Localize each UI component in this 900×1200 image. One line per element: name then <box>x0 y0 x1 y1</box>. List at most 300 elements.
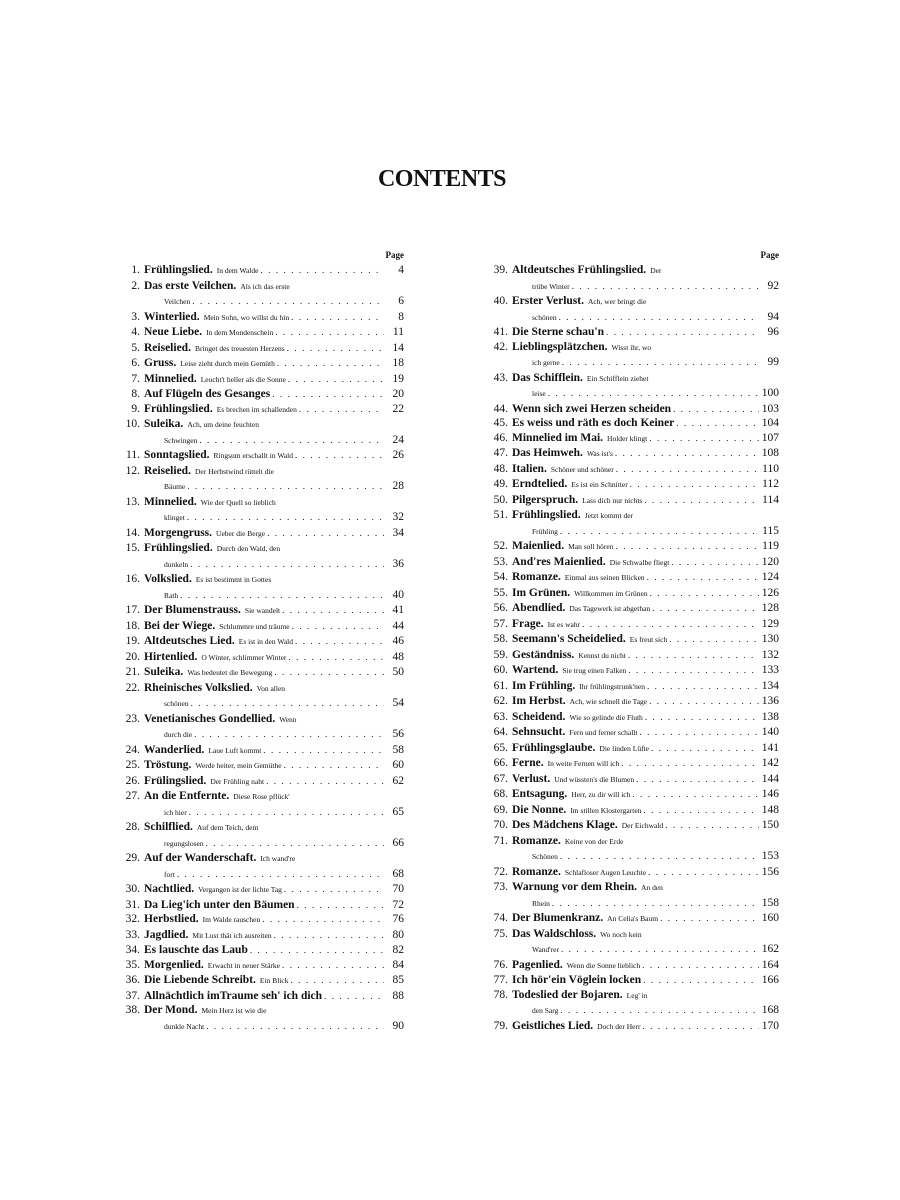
first-line: Diese Rose pflück' <box>233 792 290 801</box>
page-number: 8 <box>398 310 404 323</box>
entry-number: 12. <box>125 464 140 477</box>
first-line-continued: regungslosen <box>164 838 204 848</box>
entry-number: 65. <box>493 741 508 754</box>
toc-entry[interactable] <box>118 263 404 279</box>
toc-entry[interactable] <box>118 356 404 372</box>
entry-body <box>512 1019 779 1035</box>
page-number: 99 <box>767 356 779 368</box>
page-title: CONTENTS <box>377 166 507 192</box>
entry-line <box>512 508 779 524</box>
page-number: 136 <box>761 695 779 707</box>
toc-entry[interactable] <box>118 743 404 759</box>
song-title: Nachtlied. <box>144 883 195 895</box>
page-number: 82 <box>392 944 404 956</box>
song-title: Maienlied. <box>512 540 565 552</box>
entry-body <box>512 263 779 294</box>
page-number: 56 <box>392 728 404 740</box>
page-number: 28 <box>392 480 404 492</box>
page-number: 26 <box>392 449 404 461</box>
entry-line <box>144 325 404 341</box>
dot-leader <box>262 912 384 927</box>
entry-body <box>512 756 779 772</box>
first-line-continued: Wand'rer <box>532 945 559 954</box>
toc-entry[interactable] <box>486 446 779 462</box>
toc-entry[interactable] <box>486 725 779 741</box>
dot-leader <box>643 973 759 988</box>
song-title: Frühlingsglaube. <box>512 741 596 754</box>
entry-body <box>144 387 404 402</box>
toc-entry[interactable] <box>118 665 404 681</box>
toc-entry[interactable] <box>118 789 404 820</box>
first-line: Von allen <box>256 683 286 693</box>
dot-leader <box>177 867 384 882</box>
entry-number: 25. <box>125 759 140 771</box>
toc-entry[interactable] <box>118 820 404 851</box>
toc-entry[interactable] <box>486 772 779 788</box>
entry-number: 53. <box>493 555 508 568</box>
entry-number: 46. <box>493 431 508 444</box>
page-number: 62 <box>392 774 404 787</box>
first-line: Ringsum erschallt in Wald <box>213 451 293 460</box>
page-number: 4 <box>398 264 404 276</box>
toc-entry[interactable] <box>118 650 404 666</box>
toc-entry[interactable] <box>486 679 779 695</box>
page-number: 104 <box>761 417 779 429</box>
entry-body <box>144 341 404 357</box>
first-line: Erwacht in neuer Stärke <box>207 960 280 970</box>
page-number: 11 <box>392 326 404 338</box>
page-number: 146 <box>761 788 779 800</box>
first-line-continued: fort <box>164 869 175 879</box>
song-title: Wenn sich zwei Herzen scheiden <box>512 402 672 415</box>
first-line: Ist es wahr <box>547 619 581 629</box>
page-number: 168 <box>761 1004 779 1016</box>
song-title: Erndtelied. <box>512 478 568 490</box>
song-title: Romanze. <box>512 834 561 847</box>
dot-leader <box>669 632 759 647</box>
page-number: 76 <box>392 913 404 925</box>
toc-entry[interactable] <box>118 681 404 712</box>
entry-line <box>144 263 404 279</box>
entry-number: 37. <box>125 989 140 1002</box>
toc-entry[interactable] <box>486 741 779 757</box>
page-number: 6 <box>398 295 404 307</box>
toc-entry[interactable] <box>118 943 404 958</box>
contents-column-right <box>486 248 779 1034</box>
song-title: Die Liebende Schreibt. <box>144 974 256 986</box>
entry-number: 74. <box>493 912 508 924</box>
toc-entry[interactable] <box>486 601 779 617</box>
dot-leader <box>561 942 759 957</box>
entry-body <box>512 648 779 664</box>
entry-body <box>144 634 404 650</box>
page-number: 84 <box>392 958 404 971</box>
toc-entry[interactable] <box>118 387 404 402</box>
first-line: Die linden Lüfte <box>599 743 649 753</box>
entry-body <box>144 325 404 341</box>
entry-line <box>144 882 404 898</box>
toc-entry[interactable] <box>118 912 404 928</box>
song-title: Frühlingslied. <box>144 542 213 554</box>
page-number: 126 <box>761 586 779 599</box>
entry-body <box>512 508 779 539</box>
entry-number: 63. <box>493 710 508 723</box>
entry-line <box>144 650 404 666</box>
first-line: Leg' in <box>626 990 648 1000</box>
dot-leader <box>548 386 759 401</box>
page-number: 14 <box>392 341 404 354</box>
toc-entry[interactable] <box>118 603 404 619</box>
toc-entry[interactable] <box>118 402 404 418</box>
toc-entry[interactable] <box>486 586 779 602</box>
entry-body <box>512 555 779 571</box>
entry-body <box>144 712 404 743</box>
page-number: 114 <box>762 493 779 506</box>
song-title: Des Mädchens Klage. <box>512 819 618 831</box>
toc-entry[interactable] <box>486 973 779 988</box>
dot-leader <box>324 989 384 1004</box>
toc-entry[interactable] <box>118 341 404 357</box>
toc-entry[interactable] <box>486 431 779 447</box>
toc-entry[interactable] <box>486 1019 779 1035</box>
toc-entry[interactable] <box>118 279 404 310</box>
entry-number: 43. <box>493 371 508 384</box>
toc-entry[interactable] <box>486 648 779 664</box>
first-line: Ich wand're <box>260 854 296 863</box>
entry-line <box>144 541 404 557</box>
toc-entry[interactable] <box>118 495 404 526</box>
entry-line <box>144 372 404 388</box>
toc-entry[interactable] <box>118 417 404 448</box>
toc-entry[interactable] <box>486 340 779 371</box>
page-number: 141 <box>761 741 779 754</box>
entry-number: 45. <box>493 417 508 429</box>
page-number: 110 <box>762 462 779 475</box>
entry-body <box>512 911 779 927</box>
entry-number: 47. <box>493 447 508 459</box>
entry-line-continued <box>512 279 779 295</box>
toc-entry[interactable] <box>118 928 404 944</box>
toc-entry[interactable] <box>486 911 779 927</box>
entry-body <box>512 694 779 710</box>
toc-entry[interactable] <box>486 462 779 478</box>
entry-body <box>144 912 404 928</box>
dot-leader <box>295 634 384 649</box>
dot-leader <box>628 663 759 678</box>
first-line: Der Herbstwind rüttelt die <box>194 466 274 476</box>
song-title: Suleika. <box>144 418 184 430</box>
first-line-continued: Veilchen <box>164 297 191 306</box>
page-number: 90 <box>392 1019 404 1032</box>
toc-entry[interactable] <box>486 539 779 555</box>
entry-body <box>144 665 404 681</box>
entry-number: 75. <box>493 927 508 940</box>
toc-entry[interactable] <box>118 882 404 898</box>
toc-entry[interactable] <box>118 973 404 989</box>
page-number: 92 <box>767 279 779 292</box>
page-number: 32 <box>392 511 404 523</box>
first-line: Leise zieht durch mein Gemüth <box>180 359 275 368</box>
dot-leader <box>189 805 384 820</box>
entry-body <box>144 650 404 666</box>
entry-line <box>512 756 779 772</box>
entry-line <box>512 431 779 447</box>
entry-line <box>512 988 779 1004</box>
first-line: Doch der Herr <box>597 1021 641 1031</box>
entry-number: 57. <box>493 617 508 630</box>
entry-body <box>512 493 779 509</box>
toc-entry[interactable] <box>486 402 779 417</box>
first-line: Es brechen im schallenden <box>216 404 297 414</box>
toc-entry[interactable] <box>118 325 404 341</box>
song-title: Ferne. <box>512 757 544 769</box>
page-number: 18 <box>392 357 404 369</box>
song-title: Verlust. <box>512 772 551 785</box>
entry-body <box>144 279 404 310</box>
page-number: 36 <box>392 557 404 570</box>
toc-entry[interactable] <box>486 294 779 325</box>
entry-number: 67. <box>493 772 508 785</box>
entry-body <box>144 619 404 635</box>
first-line: Ach, um deine feuchten <box>187 420 259 429</box>
entry-number: 15. <box>125 542 140 554</box>
song-title: Morgengruss. <box>144 526 213 539</box>
entry-line <box>512 958 779 974</box>
first-line: Ach, wie schnell die Tage <box>569 697 648 706</box>
first-line: Werde heiter, mein Gemüthe <box>195 761 282 770</box>
toc-entry[interactable] <box>118 989 404 1004</box>
dot-leader <box>287 341 384 356</box>
toc-entry[interactable] <box>486 818 779 834</box>
toc-entry[interactable] <box>118 464 404 495</box>
entry-number: 24. <box>125 743 140 756</box>
entry-body <box>512 294 779 325</box>
toc-entry[interactable] <box>486 787 779 803</box>
entry-number: 27. <box>125 790 140 802</box>
toc-entry[interactable] <box>486 325 779 340</box>
entry-number: 68. <box>493 788 508 800</box>
page-number: 24 <box>392 433 404 446</box>
page-number: 107 <box>761 431 779 444</box>
page-number: 153 <box>761 850 779 862</box>
song-title: Pagenlied. <box>512 958 563 971</box>
toc-entry[interactable] <box>118 851 404 882</box>
toc-entry[interactable] <box>486 663 779 679</box>
entry-number: 60. <box>493 664 508 676</box>
page-number: 108 <box>761 447 779 459</box>
first-line: Man soll hören <box>568 542 614 551</box>
toc-entry[interactable] <box>118 958 404 974</box>
toc-entry[interactable] <box>486 803 779 819</box>
entry-body <box>512 586 779 602</box>
entry-number: 16. <box>125 573 140 585</box>
entry-line <box>144 989 404 1004</box>
toc-entry[interactable] <box>118 758 404 774</box>
entry-number: 38. <box>125 1004 140 1016</box>
entry-number: 9. <box>131 402 140 415</box>
toc-entry[interactable] <box>118 1003 404 1034</box>
entry-line <box>144 387 404 402</box>
dot-leader <box>187 479 384 494</box>
dot-leader <box>671 555 759 570</box>
entry-line-continued <box>512 355 779 371</box>
entry-number: 36. <box>125 974 140 986</box>
entry-number: 10. <box>125 418 140 430</box>
entry-line <box>512 325 779 340</box>
entry-number: 4. <box>131 326 140 338</box>
entry-number: 52. <box>493 540 508 552</box>
entry-number: 58. <box>493 633 508 645</box>
song-title: Im Herbst. <box>512 695 566 707</box>
toc-entry[interactable] <box>486 865 779 881</box>
entry-line-continued <box>144 836 404 852</box>
song-title: Das Waldschloss. <box>512 927 597 940</box>
entry-number: 17. <box>125 604 140 616</box>
dot-leader <box>180 588 384 603</box>
toc-entry[interactable] <box>118 310 404 326</box>
song-title: Das Schifflein. <box>512 371 583 384</box>
toc-entry[interactable] <box>486 632 779 648</box>
toc-entry[interactable] <box>486 927 779 958</box>
entry-line <box>512 1019 779 1035</box>
entry-number: 49. <box>493 478 508 490</box>
entry-line-continued <box>144 294 404 310</box>
entry-number: 29. <box>125 852 140 864</box>
dot-leader <box>552 896 759 911</box>
dot-leader <box>648 865 759 880</box>
song-title: Gruss. <box>144 357 177 369</box>
first-line-continued: ich hier <box>164 807 187 817</box>
entry-line <box>512 294 779 310</box>
toc-entry[interactable] <box>118 572 404 603</box>
toc-entry[interactable] <box>486 555 779 571</box>
entry-body <box>512 539 779 555</box>
song-title: Reiselied. <box>144 341 191 354</box>
dot-leader <box>260 263 384 278</box>
first-line: Wie der Quell so lieblich <box>200 497 276 507</box>
song-title: Allnächtlich imTraume seh' ich dich <box>144 989 323 1002</box>
entry-body <box>512 446 779 462</box>
entry-line <box>144 572 404 588</box>
entry-line <box>144 417 404 433</box>
toc-entry[interactable] <box>118 372 404 388</box>
entry-number: 79. <box>493 1019 508 1032</box>
entry-number: 61. <box>493 679 508 692</box>
song-title: Das Heimweh. <box>512 447 583 459</box>
entry-body <box>144 882 404 898</box>
toc-entry[interactable] <box>118 448 404 464</box>
toc-entry[interactable] <box>486 508 779 539</box>
song-title: Romanze. <box>512 571 561 583</box>
entry-body <box>144 820 404 851</box>
toc-entry[interactable] <box>118 712 404 743</box>
page-number: 20 <box>392 388 404 400</box>
entry-number: 22. <box>125 681 140 694</box>
toc-entry[interactable] <box>118 526 404 542</box>
first-line: Ihr frühlingstrunk'nen <box>579 681 645 691</box>
first-line: Der <box>650 266 662 275</box>
entry-number: 28. <box>125 821 140 833</box>
entry-line <box>144 851 404 867</box>
entry-body <box>512 462 779 478</box>
toc-entry[interactable] <box>486 617 779 633</box>
entry-line <box>512 555 779 571</box>
entry-line <box>512 263 779 279</box>
dot-leader <box>560 524 759 539</box>
toc-entry[interactable] <box>486 710 779 726</box>
page-number: 164 <box>761 958 779 971</box>
entry-number: 73. <box>493 881 508 893</box>
toc-entry[interactable] <box>486 570 779 586</box>
dot-leader <box>274 928 384 943</box>
song-title: Die Sterne schau'n <box>512 326 604 338</box>
entry-body <box>144 758 404 774</box>
dot-leader <box>266 774 384 789</box>
first-line-continued: klinget <box>164 513 185 522</box>
dot-leader <box>191 696 384 711</box>
entry-line <box>512 446 779 462</box>
toc-entry[interactable] <box>486 694 779 710</box>
entry-number: 26. <box>125 774 140 787</box>
page-number: 115 <box>762 524 779 537</box>
first-line: Jetzt kommt der <box>584 511 634 520</box>
toc-entry[interactable] <box>486 493 779 509</box>
dot-leader <box>297 898 384 913</box>
toc-entry[interactable] <box>118 619 404 635</box>
entry-body <box>144 958 404 974</box>
entry-body <box>512 617 779 633</box>
first-line: Bringet des treuesten Herzens <box>194 343 285 353</box>
song-title: Hirtenlied. <box>144 650 198 663</box>
entry-line-continued <box>512 386 779 402</box>
entry-body <box>144 603 404 619</box>
entry-body <box>512 402 779 417</box>
entry-line <box>512 880 779 896</box>
toc-entry[interactable] <box>486 416 779 431</box>
song-title: Frage. <box>512 617 544 630</box>
toc-entry[interactable] <box>118 541 404 572</box>
toc-entry[interactable] <box>486 880 779 911</box>
toc-entry[interactable] <box>118 634 404 650</box>
toc-entry[interactable] <box>486 477 779 493</box>
page-number: 96 <box>767 326 779 338</box>
page-number: 142 <box>761 757 779 769</box>
dot-leader <box>632 787 759 802</box>
page-number: 85 <box>392 974 404 986</box>
entry-line <box>512 601 779 617</box>
first-line: Keine von der Erde <box>564 836 624 846</box>
dot-leader <box>562 355 759 370</box>
dot-leader <box>582 617 759 632</box>
first-line-continued: trübe Winter <box>532 281 570 291</box>
toc-entry[interactable] <box>486 263 779 294</box>
toc-entry[interactable] <box>486 988 779 1019</box>
toc-entry[interactable] <box>118 898 404 913</box>
toc-entry[interactable] <box>486 371 779 402</box>
song-title: Frülingslied. <box>144 774 207 787</box>
toc-entry[interactable] <box>486 834 779 865</box>
toc-entry[interactable] <box>118 774 404 790</box>
entry-line <box>512 462 779 478</box>
toc-entry[interactable] <box>486 756 779 772</box>
first-line: An Celia's Baum <box>607 914 659 923</box>
first-line: Laue Luft kommt <box>208 745 262 755</box>
first-line: Als ich das erste <box>240 281 290 291</box>
entry-line <box>144 603 404 619</box>
toc-entry[interactable] <box>486 958 779 974</box>
page-number: 103 <box>761 402 779 415</box>
entry-line <box>512 586 779 602</box>
